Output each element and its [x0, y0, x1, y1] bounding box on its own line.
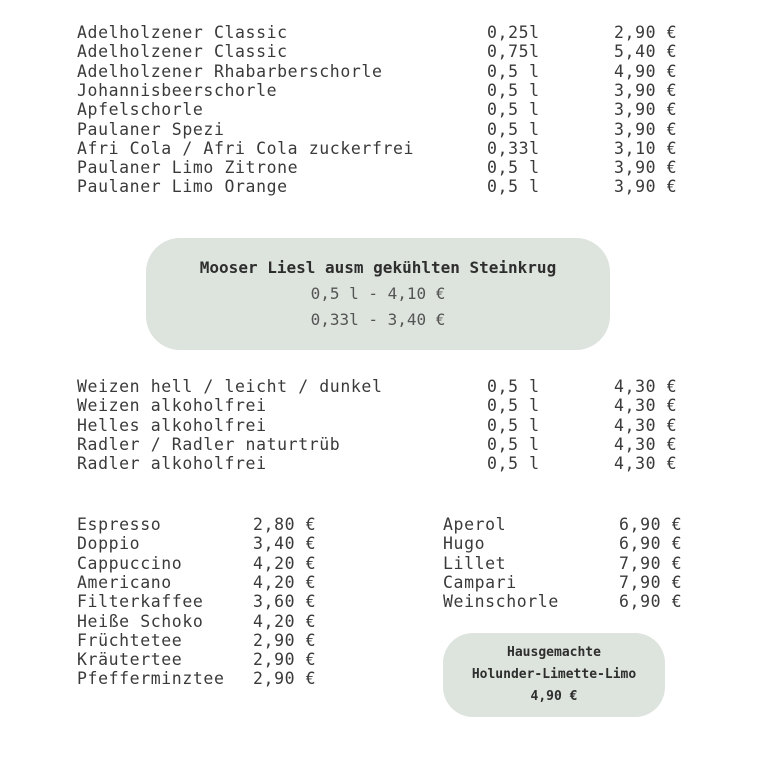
item-price: 3,90 € — [614, 177, 678, 197]
item-price: 3,90 € — [614, 100, 678, 120]
item-volume: 0,5 l — [487, 396, 540, 416]
item-volume: 0,5 l — [487, 177, 540, 197]
item-name: Radler / Radler naturtrüb — [77, 434, 341, 454]
featured-limo-line1: Hausgemachte — [507, 645, 601, 660]
item-volume: 0,25l — [487, 23, 540, 42]
item-volume: 0,5 l — [487, 119, 540, 139]
item-price: 2,90 € — [614, 23, 678, 42]
item-name: Americano — [77, 572, 172, 592]
item-price: 4,20 € — [253, 611, 317, 631]
item-volume: 0,5 l — [487, 80, 540, 100]
item-name: Heiße Schoko — [77, 611, 204, 631]
featured-limo-box — [443, 633, 665, 717]
item-name: Paulaner Spezi — [77, 119, 225, 139]
item-price: 4,90 € — [614, 61, 678, 81]
item-price: 4,20 € — [253, 553, 317, 573]
item-name: Früchtetee — [77, 630, 183, 650]
item-name: Adelholzener Classic — [77, 42, 288, 62]
featured-beer-title: Mooser Liesl ausm gekühlten Steinkrug — [199, 258, 557, 277]
item-name: Paulaner Limo Orange — [77, 177, 288, 197]
item-name: Weizen alkoholfrei — [77, 396, 267, 416]
item-name: Doppio — [77, 534, 141, 554]
item-name: Weinschorle — [443, 592, 559, 612]
item-price: 4,30 € — [614, 454, 678, 474]
item-price: 4,20 € — [253, 572, 317, 592]
item-price: 4,30 € — [614, 377, 678, 396]
item-price: 6,90 € — [619, 515, 683, 534]
item-price: 6,90 € — [619, 592, 683, 612]
featured-beer-price-large: 0,5 l - 4,10 € — [310, 284, 446, 303]
item-volume: 0,5 l — [487, 415, 540, 435]
item-price: 4,30 € — [614, 415, 678, 435]
item-name: Espresso — [77, 515, 162, 534]
item-price: 2,90 € — [253, 650, 317, 670]
item-name: Pfefferminztee — [77, 669, 225, 689]
item-name: Paulaner Limo Zitrone — [77, 158, 299, 178]
featured-limo-price: 4,90 € — [530, 689, 578, 704]
item-price: 7,90 € — [619, 553, 683, 573]
item-name: Radler alkoholfrei — [77, 454, 267, 474]
item-name: Kräutertee — [77, 650, 183, 670]
item-price: 3,90 € — [614, 158, 678, 178]
item-price: 7,90 € — [619, 572, 683, 592]
item-volume: 0,5 l — [487, 377, 540, 396]
featured-beer-price-small: 0,33l - 3,40 € — [310, 310, 446, 329]
item-price: 6,90 € — [619, 534, 683, 554]
featured-limo-line2: Holunder-Limette-Limo — [471, 667, 637, 682]
item-volume: 0,5 l — [487, 61, 540, 81]
item-price: 2,90 € — [253, 669, 317, 689]
item-price: 3,10 € — [614, 138, 678, 158]
item-price: 3,60 € — [253, 592, 317, 612]
item-volume: 0,5 l — [487, 158, 540, 178]
item-name: Hugo — [443, 534, 486, 554]
item-volume: 0,5 l — [487, 454, 540, 474]
item-name: Campari — [443, 572, 517, 592]
item-name: Filterkaffee — [77, 592, 204, 612]
item-volume: 0,5 l — [487, 100, 540, 120]
item-name: Afri Cola / Afri Cola zuckerfrei — [77, 138, 415, 158]
item-price: 2,90 € — [253, 630, 317, 650]
item-volume: 0,75l — [487, 42, 540, 62]
item-price: 2,80 € — [253, 515, 317, 534]
item-price: 3,40 € — [253, 534, 317, 554]
item-volume: 0,5 l — [487, 434, 540, 454]
item-price: 3,90 € — [614, 119, 678, 139]
item-volume: 0,33l — [487, 138, 540, 158]
item-name: Cappuccino — [77, 553, 183, 573]
item-name: Aperol — [443, 515, 507, 534]
item-price: 4,30 € — [614, 434, 678, 454]
item-price: 3,90 € — [614, 80, 678, 100]
item-price: 4,30 € — [614, 396, 678, 416]
item-name: Adelholzener Classic — [77, 23, 288, 42]
featured-beer-box — [146, 238, 610, 350]
item-name: Weizen hell / leicht / dunkel — [77, 377, 383, 396]
item-name: Adelholzener Rhabarberschorle — [77, 61, 383, 81]
item-name: Lillet — [443, 553, 507, 573]
item-name: Johannisbeerschorle — [77, 80, 278, 100]
item-price: 5,40 € — [614, 42, 678, 62]
item-name: Helles alkoholfrei — [77, 415, 267, 435]
item-name: Apfelschorle — [77, 100, 204, 120]
